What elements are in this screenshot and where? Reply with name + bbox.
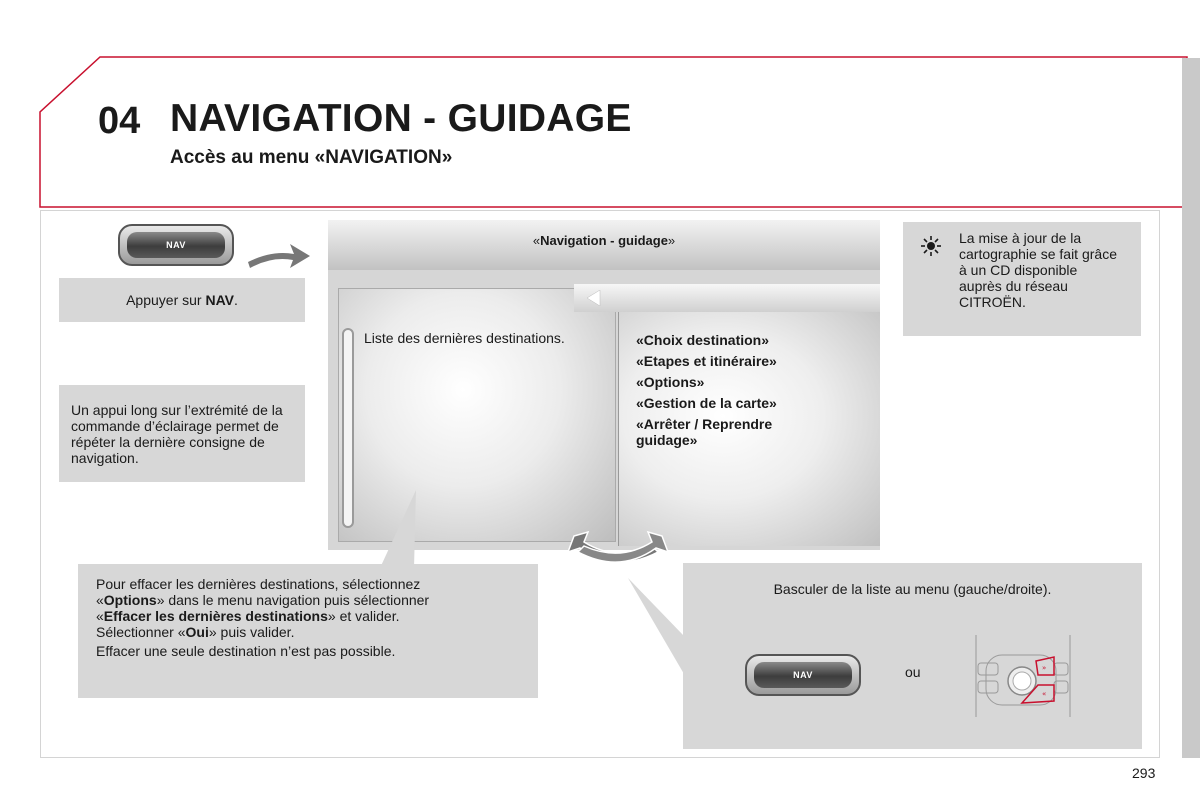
erase-line-2-a: «: [96, 592, 104, 608]
menu-item-arreter-reprendre[interactable]: «Arrêter / Reprendre guidage»: [636, 416, 773, 448]
nav-button[interactable]: [118, 224, 234, 266]
erase-line-3-a: «: [96, 608, 104, 624]
press-nav-instruction: [59, 278, 305, 322]
menu-item-gestion-carte[interactable]: «Gestion de la carte»: [636, 395, 777, 411]
press-nav-suffix: .: [234, 292, 238, 308]
navigation-menu-list: [636, 330, 806, 448]
toggle-text: Basculer de la liste au menu (gauche/droite).: [773, 581, 1052, 597]
long-press-text: Un appui long sur l’extrémité de la commande d’éclairage permet de répéter la dernière consigne de navigation.: [71, 402, 283, 466]
erase-line-4-bold: Oui: [185, 624, 209, 640]
erase-line-3-bold: Effacer les dernières destinations: [103, 608, 328, 624]
menu-item-etapes-itineraire[interactable]: «Etapes et itinéraire»: [636, 353, 777, 369]
erase-line-4: [96, 624, 520, 640]
screen-title-open: «: [532, 233, 541, 248]
page-number: 293: [1132, 765, 1156, 781]
tip-note: [903, 222, 1141, 336]
erase-destinations-note: [78, 564, 538, 698]
chapter-title: NAVIGATION - GUIDAGE: [170, 97, 632, 140]
menu-back-tab[interactable]: [574, 284, 880, 312]
erase-line-3-b: » et valider.: [327, 608, 400, 624]
erase-line-1: Pour effacer les dernières destinations, sélectionnez: [96, 576, 421, 592]
chapter-subtitle: Accès au menu «NAVIGATION»: [170, 147, 453, 168]
screen-title-close: »: [667, 233, 676, 248]
lamp-tip-icon: [921, 236, 941, 256]
erase-line-2-b: » dans le menu navigation puis sélectionner: [156, 592, 430, 608]
callout-wedge-left: [350, 488, 430, 570]
chapter-number: 04: [98, 100, 141, 142]
screen-title-text: Navigation - guidage: [540, 233, 668, 248]
menu-item-options[interactable]: «Options»: [636, 374, 705, 390]
arrow-right-icon: [244, 236, 314, 270]
svg-text:«: «: [1042, 690, 1047, 698]
nav-button-secondary[interactable]: [745, 654, 861, 696]
erase-line-2-bold: Options: [103, 592, 157, 608]
toggle-or-label: ou: [905, 664, 921, 680]
nav-button-label: NAV: [127, 232, 225, 258]
press-nav-prefix: Appuyer sur: [126, 292, 206, 308]
tip-text: La mise à jour de la cartographie se fait grâce à un CD disponible auprès du réseau CITROËN.: [959, 230, 1117, 310]
back-triangle-icon[interactable]: [586, 290, 602, 306]
steering-wheel-controls-icon[interactable]: [968, 635, 1078, 717]
erase-line-3: [96, 608, 520, 624]
nav-button-secondary-label: NAV: [754, 662, 852, 688]
svg-text:»: »: [1042, 664, 1047, 672]
callout-wedge-right: [626, 576, 686, 676]
erase-line-4-b: » puis valider.: [208, 624, 295, 640]
erase-line-2: [96, 592, 520, 608]
swap-arrows-icon: [566, 522, 670, 568]
screen-title: [328, 233, 880, 248]
erase-line-5: Effacer une seule destination n’est pas possible.: [96, 643, 396, 659]
chapter-side-tab: [1182, 58, 1200, 758]
menu-item-choix-destination[interactable]: «Choix destination»: [636, 332, 770, 348]
erase-line-4-a: Sélectionner «: [96, 624, 186, 640]
press-nav-bold: NAV: [205, 292, 234, 308]
destinations-list-label: Liste des dernières destinations.: [364, 330, 565, 346]
long-press-note: [59, 385, 305, 482]
